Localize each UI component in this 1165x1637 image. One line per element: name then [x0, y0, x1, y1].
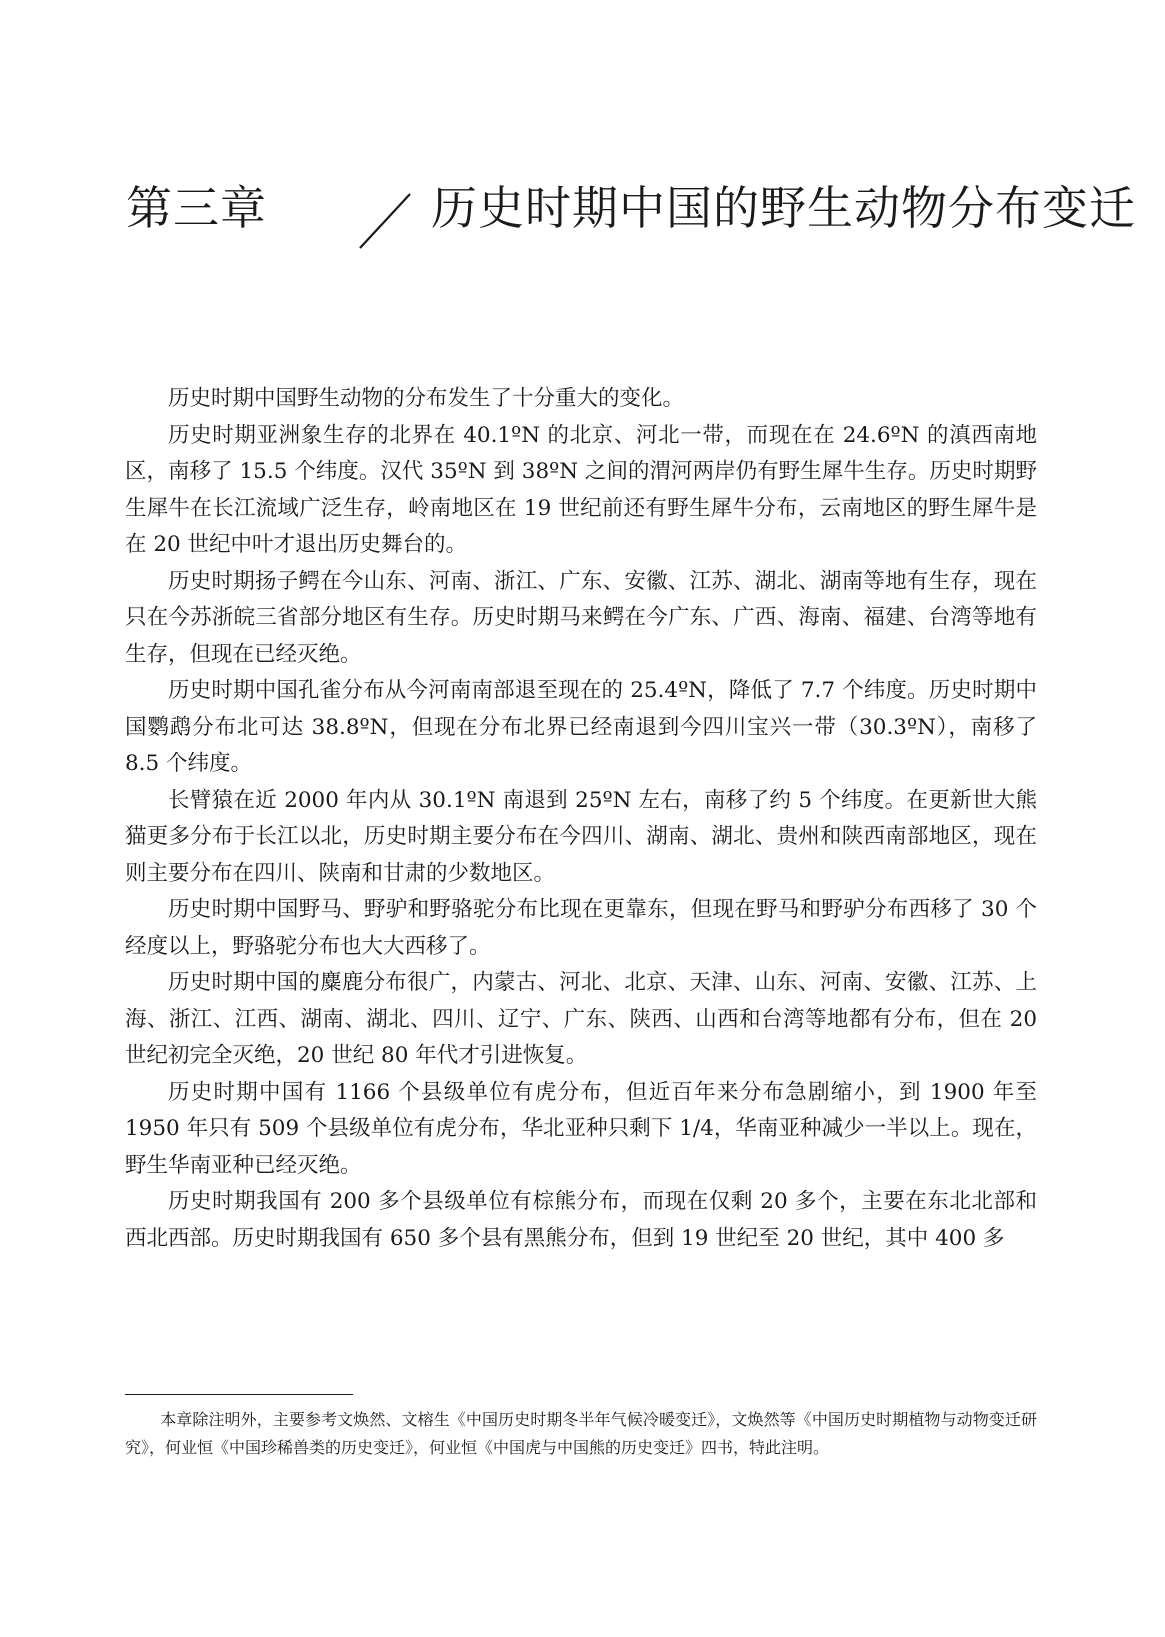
- paragraph: 历史时期中国孔雀分布从今河南南部退至现在的 25.4ºN，降低了 7.7 个纬度。历史时期中国鹦鹉分布北可达 38.8ºN，但现在分布北界已经南退到今四川宝兴一带（30.3ºN），南移了 8.5 个纬度。: [125, 678, 1037, 776]
- paragraph: 长臂猿在近 2000 年内从 30.1ºN 南退到 25ºN 左右，南移了约 5 个纬度。在更新世大熊猫更多分布于长江以北，历史时期主要分布在今四川、湖南、湖北、贵州和陕西南部地区，现在则主要分布在四川、陕南和甘肃的少数地区。: [125, 787, 1037, 886]
- chapter-slash-divider: [356, 192, 414, 250]
- paragraph: 历史时期中国有 1166 个县级单位有虎分布，但近百年来分布急剧缩小，到 1900 年至 1950 年只有 509 个县级单位有虎分布，华北亚种只剩下 1/4，华南亚种减少一半以上。现在，野生华南亚种已经灭绝。: [125, 1079, 1037, 1178]
- chapter-title: 历史时期中国的野生动物分布变迁: [431, 181, 1136, 235]
- chapter-header: [126, 180, 1136, 260]
- paragraph: 历史时期中国的麋鹿分布很广，内蒙古、河北、北京、天津、山东、河南、安徽、江苏、上海、浙江、江西、湖南、湖北、四川、辽宁、广东、陕西、山西和台湾等地都有分布，但在 20 世纪初完全灭绝，20 世纪 80 年代才引进恢复。: [125, 970, 1037, 1068]
- paragraph: 历史时期亚洲象生存的北界在 40.1ºN 的北京、河北一带，而现在在 24.6ºN 的滇西南地区，南移了 15.5 个纬度。汉代 35ºN 到 38ºN 之间的渭河两岸仍有野生犀牛生存。历史时期野生犀牛在长江流域广泛生存，岭南地区在 19 世纪前还有野生犀牛分布，云南地区的野生犀牛是在 20 世纪中叶才退出历史舞台的。: [125, 422, 1037, 557]
- body-text: [125, 381, 1037, 1257]
- footnote: 本章除注明外，主要参考文焕然、文榕生《中国历史时期冬半年气候冷暖变迁》，文焕然等《中国历史时期植物与动物变迁研究》，何业恒《中国珍稀兽类的历史变迁》，何业恒《中国虎与中国熊的历史变迁》四书，特此注明。: [125, 1410, 1037, 1457]
- paragraph: 历史时期我国有 200 多个县级单位有棕熊分布，而现在仅剩 20 多个，主要在东北北部和西北西部。历史时期我国有 650 多个县有黑熊分布，但到 19 世纪至 20 世纪，其中 400 多: [125, 1189, 1037, 1251]
- paragraph: 历史时期扬子鳄在今山东、河南、浙江、广东、安徽、江苏、湖北、湖南等地有生存，现在只在今苏浙皖三省部分地区有生存。历史时期马来鳄在今广东、广西、海南、福建、台湾等地有生存，但现在已经灭绝。: [125, 568, 1037, 667]
- paragraph: 历史时期中国野生动物的分布发生了十分重大的变化。: [168, 386, 685, 411]
- chapter-label: 第三章: [126, 181, 267, 235]
- paragraph: 历史时期中国野马、野驴和野骆驼分布比现在更靠东，但现在野马和野驴分布西移了 30 个经度以上，野骆驼分布也大大西移了。: [125, 897, 1037, 959]
- footnote-divider: [125, 1394, 353, 1395]
